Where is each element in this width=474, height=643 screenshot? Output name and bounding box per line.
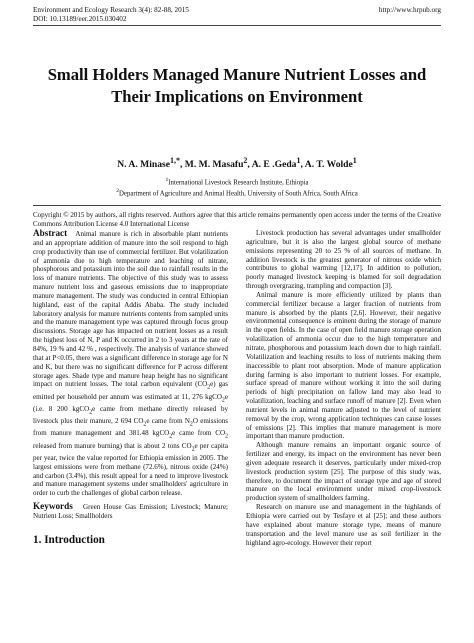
sub: 2 bbox=[189, 421, 193, 428]
header-rule bbox=[33, 25, 441, 26]
author-3-sup: 1 bbox=[296, 156, 301, 165]
affiliation-2 bbox=[40, 187, 434, 198]
affiliation-2-text: Department of Agriculture and Animal Health, University of South Africa, South Africa bbox=[119, 190, 358, 198]
right-column bbox=[246, 229, 441, 547]
author-1: N. A. Minase bbox=[117, 159, 170, 171]
author-1-sup: 1,* bbox=[170, 156, 180, 165]
sub: 2 bbox=[207, 384, 211, 391]
copyright-rule bbox=[33, 205, 441, 206]
abstract-text-9: e per capita per year, twice the value reported for Ethiopia emission in 2005. The largest emissions were from methane (72.6%), nitrous oxide (24%) and carbon (3.4%), this result appeal for a need to improve livestock and manure management systems under smallholders' agriculture in order to curb the challenges of global carbon release. bbox=[33, 441, 228, 498]
abstract-text-6: O emissions from manure management and 381.48 kgCO bbox=[33, 417, 228, 438]
left-column bbox=[33, 229, 228, 545]
abstract-text-7: e came from CO bbox=[172, 429, 226, 438]
author-sep: , bbox=[180, 159, 185, 171]
abstract-text-3: e (i.e. 8 200 kgCO bbox=[33, 392, 228, 413]
abstract-text-5: e came from N bbox=[146, 417, 190, 426]
abstract-text-4: e came from methane directly released by livestock plus their manure, 2 694 CO bbox=[33, 404, 229, 426]
paragraph-2: Animal manure is more efficiently utilized by plants than commercial fertilizer because a larger fraction of nutrients from manure is absorbed by the plants [2,6]. However, their negative environmental consequence is eminent during the storage of manure in the open fields. In the case of open field manure storage operation volatilization of ammonia occur due to the high temperature and nitrate, phosphorous and potassium leach down due to high rainfall. Volatilization and leaching results to loss of nutrients making them inaccessible to plant root absorption. Mode of manure application during farming is also important to nutrient losses. For example, surface spread of manure without working it into the soil during periods of high precipitation on fallow land may also lead to volatilization, leaching and surface runoff of manure [2]. Even when nutrient levels in animal manure adjusted to the level of nutrient removal by the crop, wrong application techniques can cause losses of emissions [2]. This implies that manure management is more important than manure production. bbox=[246, 290, 441, 441]
keywords-text: Green House Gas Emission; Livestock; Manure; Nutrient Loss; Smallholders bbox=[33, 503, 228, 520]
journal-url-link[interactable]: http://www.hrpub.org bbox=[378, 6, 441, 14]
doi-line: DOI: 10.13189/eer.2015.030402 bbox=[33, 15, 127, 23]
keywords-label: Keywords bbox=[33, 501, 73, 512]
sub: 2 bbox=[169, 433, 173, 440]
author-4-sup: 1 bbox=[352, 156, 357, 165]
abstract-text-2: e) gas emitted per household per annum was estimated at 11, 276 kgCO bbox=[33, 380, 228, 401]
paragraph-4: Research on manure use and management in the highlands of Ethiopia were carried out by Tesfaye et al [25]; and these authors have explained about manure storage type, means of manure transportation and the level manure use as soil fertilizer in the highland agro-ecology. However their report bbox=[246, 503, 441, 547]
affiliation-1-text: International Livestock Research Institute, Ethiopia bbox=[168, 179, 309, 187]
paragraph-3: Although manure remains an important organic source of fertilizer and energy, its impact on the environment has never been given adequate research it deserves, particularly under mixed-crop livestock production system [25]. The purpose of this study was, therefore, to document the impact of storage type and age of stored manure on the local environment under mixed crop-livestock production system of smallholders farming. bbox=[246, 441, 441, 503]
affiliations bbox=[40, 176, 434, 199]
abstract-text-8: released from manure burning) that is about 2 tons CO bbox=[33, 441, 192, 450]
title-line-1: Small Holders Managed Manure Nutrient Losses and bbox=[47, 65, 427, 84]
author-4: A. T. Wolde bbox=[304, 159, 353, 171]
abstract bbox=[33, 229, 228, 498]
affiliation-1-sup: 1 bbox=[165, 177, 169, 183]
abstract-text-1: Animal manure is rich in absorbable plant nutrients and an appropriate addition of manure into the soil respond to high crop productivity than use of commercial fertilizer. But volatilization of ammonia due to high temperature and leaching of nitrate, phosphorous and potassium into the soil due to rainfall results in the loss of manure nutrients. The objective of this study was to assess manure nutrient loss and gaseous emissions due to inappropriate manure management. The study was conducted in central Ethiopian highland, east of the capital Addis Ababa. The study included laboratory analysis for manure nutrients contents from sampled units and the manure management type was captured through focus group discussions. Storage age has impacted on nutrient losses as a result the highest loss of N, P and K occurred in 2 to 3 years at the rate of 84%, 19 % and 42 % , respectively. The analysis of variance showed that at P<0.05, there was a significant difference in storage age for N and K, but there was no significant difference for P across different storage ages. Shade type and manure heap height has no significant impact on nutrient losses. The total carbon equivalent (CO bbox=[33, 230, 228, 389]
sub: 2 bbox=[89, 409, 93, 416]
author-sep: , bbox=[300, 159, 305, 171]
sub: 2 bbox=[225, 433, 228, 440]
abstract-label: Abstract bbox=[33, 228, 68, 238]
author-2: M. M. Masafu bbox=[184, 159, 244, 171]
sub: 2 bbox=[143, 421, 147, 428]
keywords bbox=[33, 502, 228, 521]
journal-line: Environment and Ecology Research 3(4): 82-88, 2015 bbox=[33, 6, 189, 14]
author-list bbox=[40, 155, 434, 171]
copyright-notice: Copyright © 2015 by authors, all rights reserved. Authors agree that this article remains permanently open access under the terms of the Creative Commons Attribution License 4.0 International License bbox=[33, 211, 441, 229]
author-3: A. E .Geda bbox=[251, 159, 297, 171]
sub: 2 bbox=[221, 397, 225, 403]
affiliation-1 bbox=[40, 176, 434, 187]
paragraph-1: Livestock production has several advantages under smallholder agriculture, but it is also the largest global source of methane emissions representing 20 to 25 % of all sources of methane. In addition livestock is the greatest generator of nitrous oxide which contributes to global warming [12,17]. In addition to pollution, poorly managed livestock keeping is blamed for soil degradation through overgrazing, trampling and compaction [3]. bbox=[246, 229, 441, 291]
title-line-2: Their Implications on Environment bbox=[111, 87, 363, 106]
author-sep: , bbox=[247, 159, 252, 171]
author-2-sup: 2 bbox=[243, 156, 248, 165]
section-heading-introduction: 1. Introduction bbox=[33, 533, 105, 546]
sub: 2 bbox=[191, 446, 195, 452]
affiliation-2-sup: 2 bbox=[116, 188, 120, 195]
running-header bbox=[33, 6, 441, 24]
paper-title bbox=[40, 64, 434, 108]
